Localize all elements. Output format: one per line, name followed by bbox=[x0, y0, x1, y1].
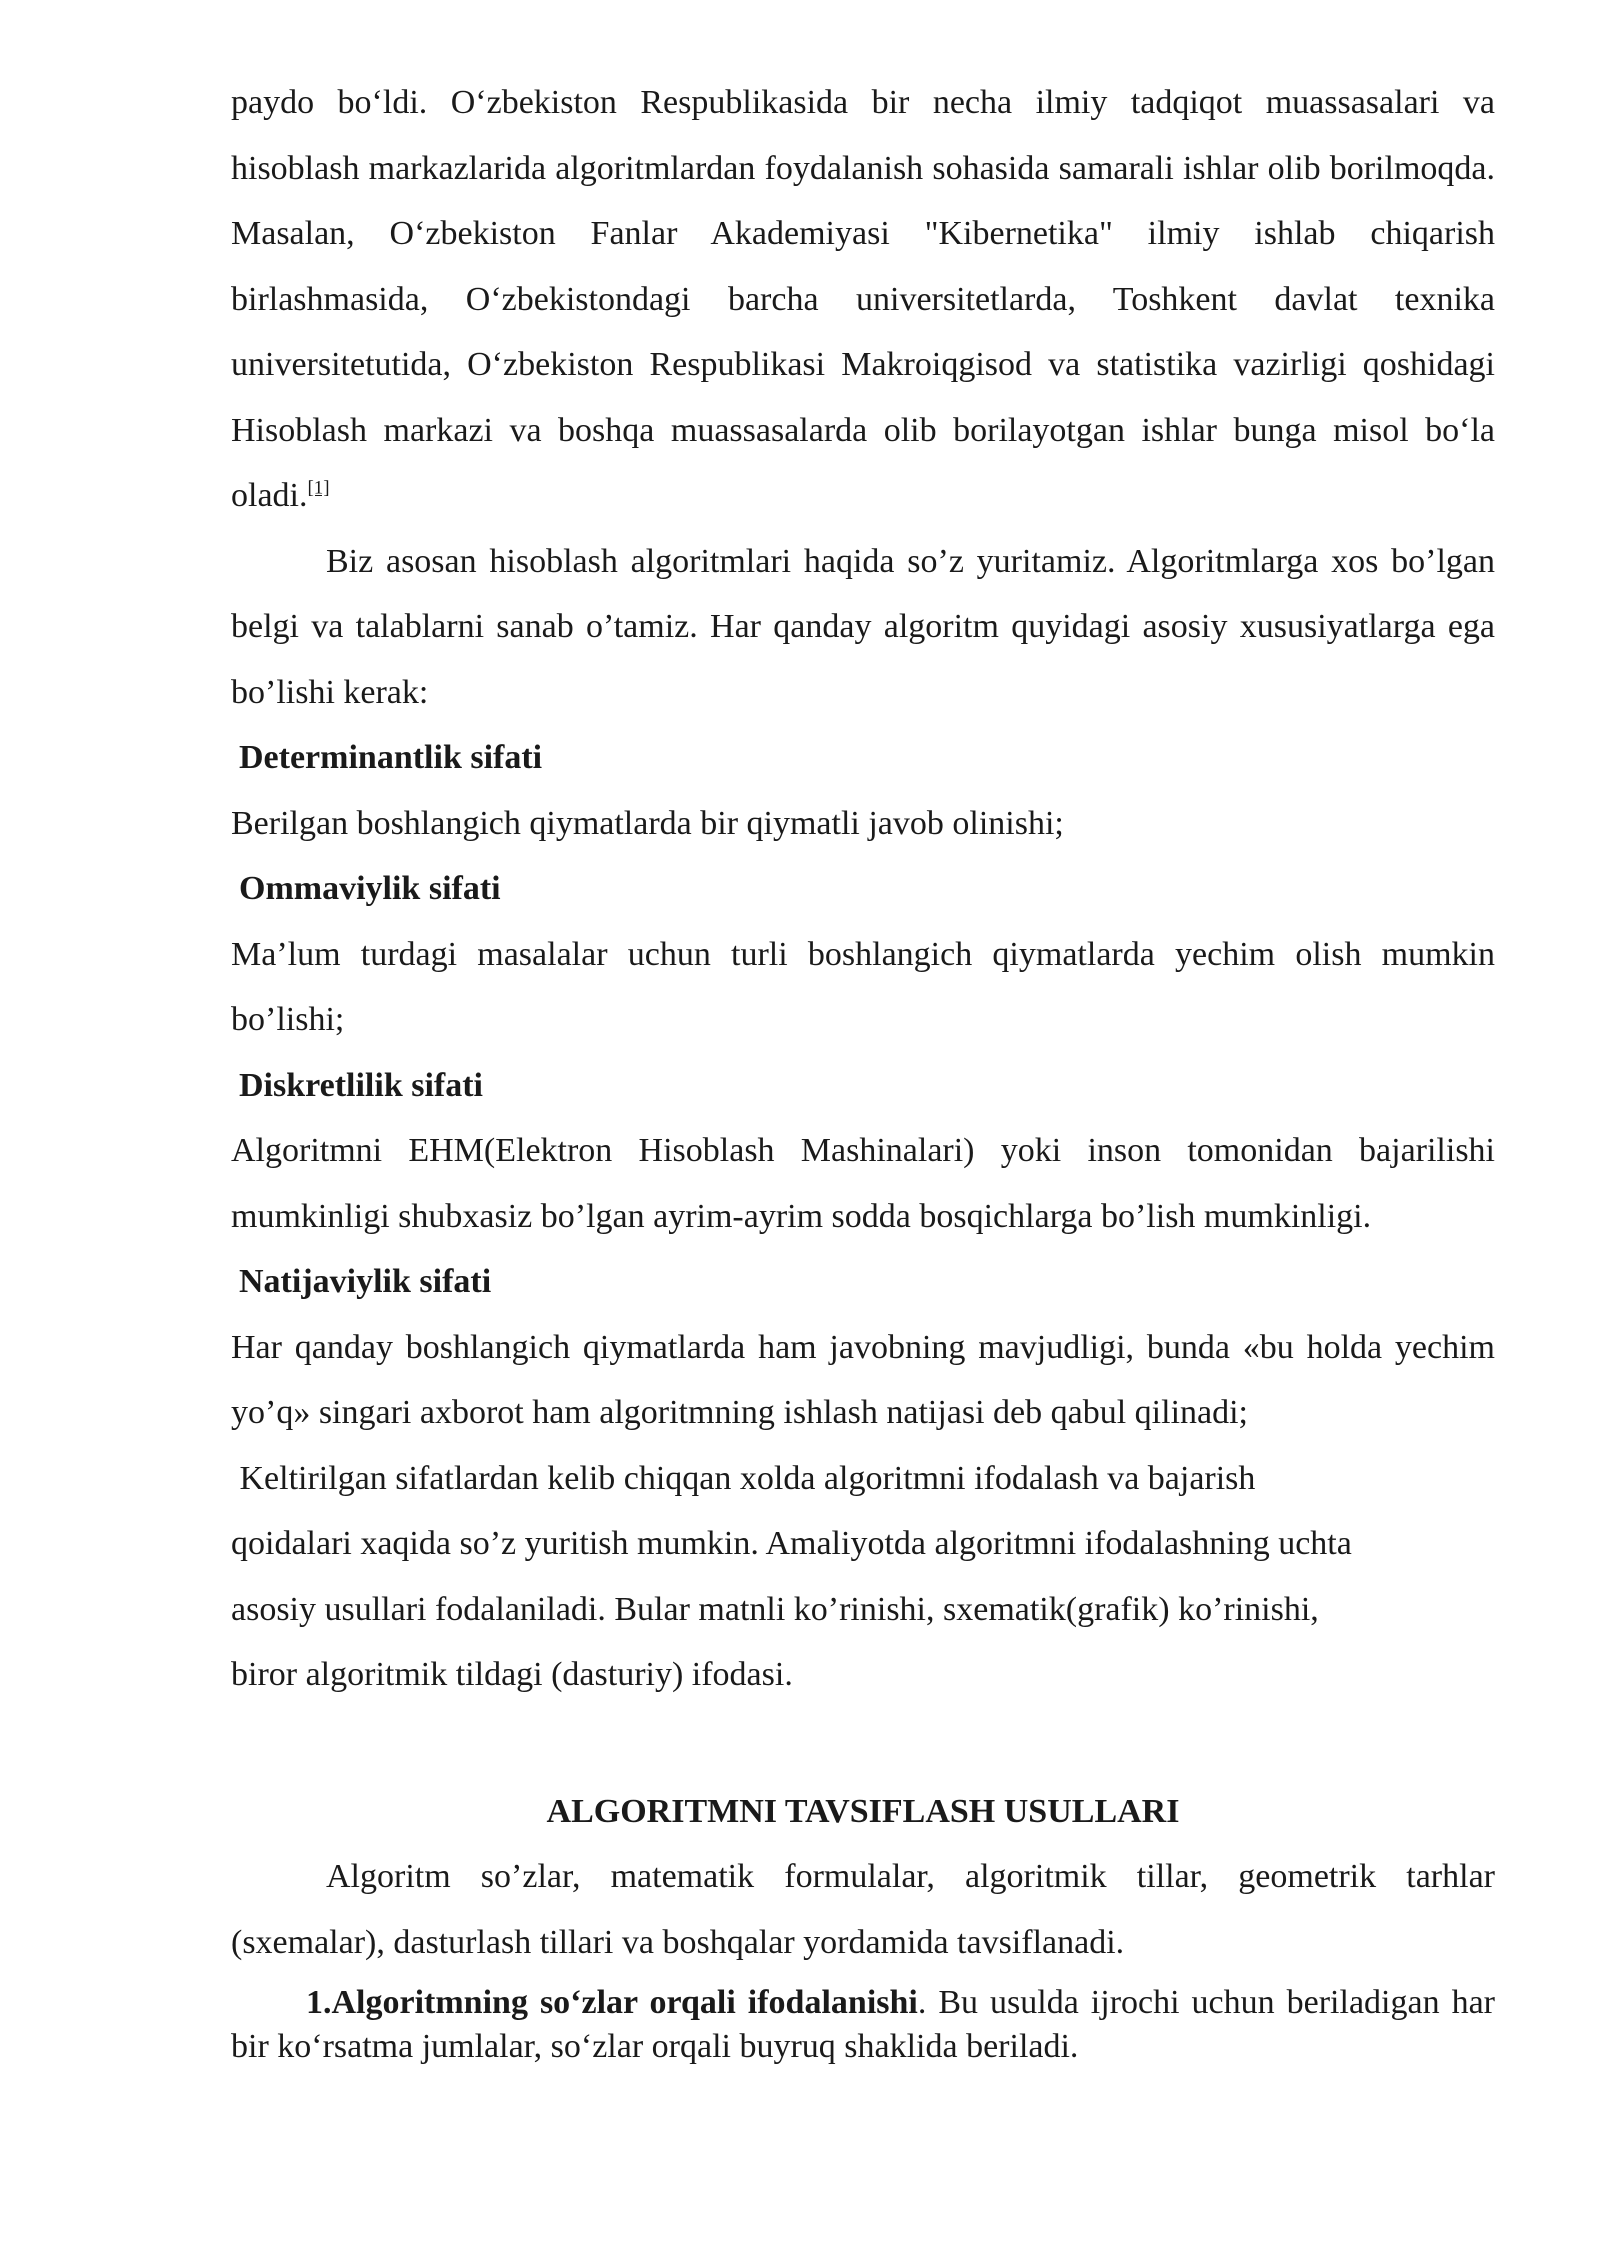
section-intro: Algoritm so’zlar, matematik formulalar, algoritmik tillar, geometrik tarhlar (sxemalar), dasturlash tillari va boshqalar yordamida tavsiflanadi. bbox=[231, 1858, 1495, 1961]
summary-line: Keltirilgan sifatlardan kelib chiqqan xolda algoritmni ifodalash va bajarish bbox=[231, 1459, 1256, 1497]
document-page bbox=[231, 70, 1495, 2065]
footnote-link[interactable]: [1] bbox=[307, 477, 330, 499]
property-title-diskretlilik: Diskretlilik sifati bbox=[239, 1066, 483, 1104]
property-title-natijaviylik: Natijaviylik sifati bbox=[239, 1263, 492, 1300]
property-description-diskretlilik: Algoritmni EHM(Elektron Hisoblash Mashinalari) yoki inson tomonidan bajarilishi mumkinligi shubxasiz bo’lgan ayrim-ayrim sodda bosqichlarga bo’lish mumkinligi. bbox=[231, 1132, 1495, 1235]
section-title: ALGORITMNI TAVSIFLASH USULLARI bbox=[546, 1792, 1180, 1830]
summary-line: qoidalari xaqida so’z yuritish mumkin. Amaliyotda algoritmni ifodalashning uchta bbox=[231, 1525, 1352, 1562]
properties-intro: Biz asosan hisoblash algoritmlari haqida so’z yuritamiz. Algoritmlarga xos bo’lgan belgi va talablarni sanab o’tamiz. Har qanday algoritm quyidagi asosiy xususiyatlarga ega bo’lishi kerak: bbox=[231, 542, 1495, 711]
summary-line: biror algoritmik tildagi (dasturiy) ifodasi. bbox=[231, 1656, 793, 1693]
summary-block bbox=[231, 1446, 1495, 1708]
property-title-determinantlik: Determinantlik sifati bbox=[239, 739, 543, 776]
intro-paragraph bbox=[231, 70, 1495, 529]
intro-paragraph-text: paydo boʻldi. Oʻzbekiston Respublikasida bir necha ilmiy tadqiqot muassasalari va hisoblash markazlarida algoritmlardan foydalanish sohasida samarali ishlar olib borilmoqda. Masalan, Oʻzbekiston Fanlar Akademiyasi "Kibernetika" ilmiy ishlab chiqarish birlashmasida, Oʻzbekistondagi barcha universitetlarda, Toshkent davlat texnika universitetutida, Oʻzbekiston Respublikasi Makroiqgisod va statistika vazirligi qoshidagi Hisoblash markazi va boshqa muassasalarda olib borilayotgan ishlar bunga misol boʻla oladi. bbox=[231, 84, 1495, 514]
method-item-1-text: . Bu usulda ijrochi uchun beriladigan har bir koʻrsatma jumlalar, soʻzlar orqali buyruq shaklida beriladi. bbox=[231, 1984, 1495, 2065]
summary-line: asosiy usullari fodalaniladi. Bular matnli ko’rinishi, sxematik(grafik) ko’rinishi, bbox=[231, 1590, 1319, 1628]
method-item-1 bbox=[231, 1981, 1495, 2069]
property-title-ommaviylik: Ommaviylik sifati bbox=[239, 870, 501, 907]
property-description-natijaviylik: Har qanday boshlangich qiymatlarda ham javobning mavjudligi, bunda «bu holda yechim yo’q» singari axborot ham algoritmning ishlash natijasi deb qabul qilinadi; bbox=[231, 1328, 1495, 1431]
method-item-1-title: 1.Algoritmning soʻzlar orqali ifodalanishi bbox=[306, 1984, 918, 2021]
property-description-ommaviylik: Ma’lum turdagi masalalar uchun turli boshlangich qiymatlarda yechim olish mumkin bo’lishi; bbox=[231, 935, 1495, 1038]
property-description-determinantlik: Berilgan boshlangich qiymatlarda bir qiymatli javob olinishi; bbox=[231, 804, 1064, 842]
section-spacer bbox=[231, 1708, 1495, 1773]
